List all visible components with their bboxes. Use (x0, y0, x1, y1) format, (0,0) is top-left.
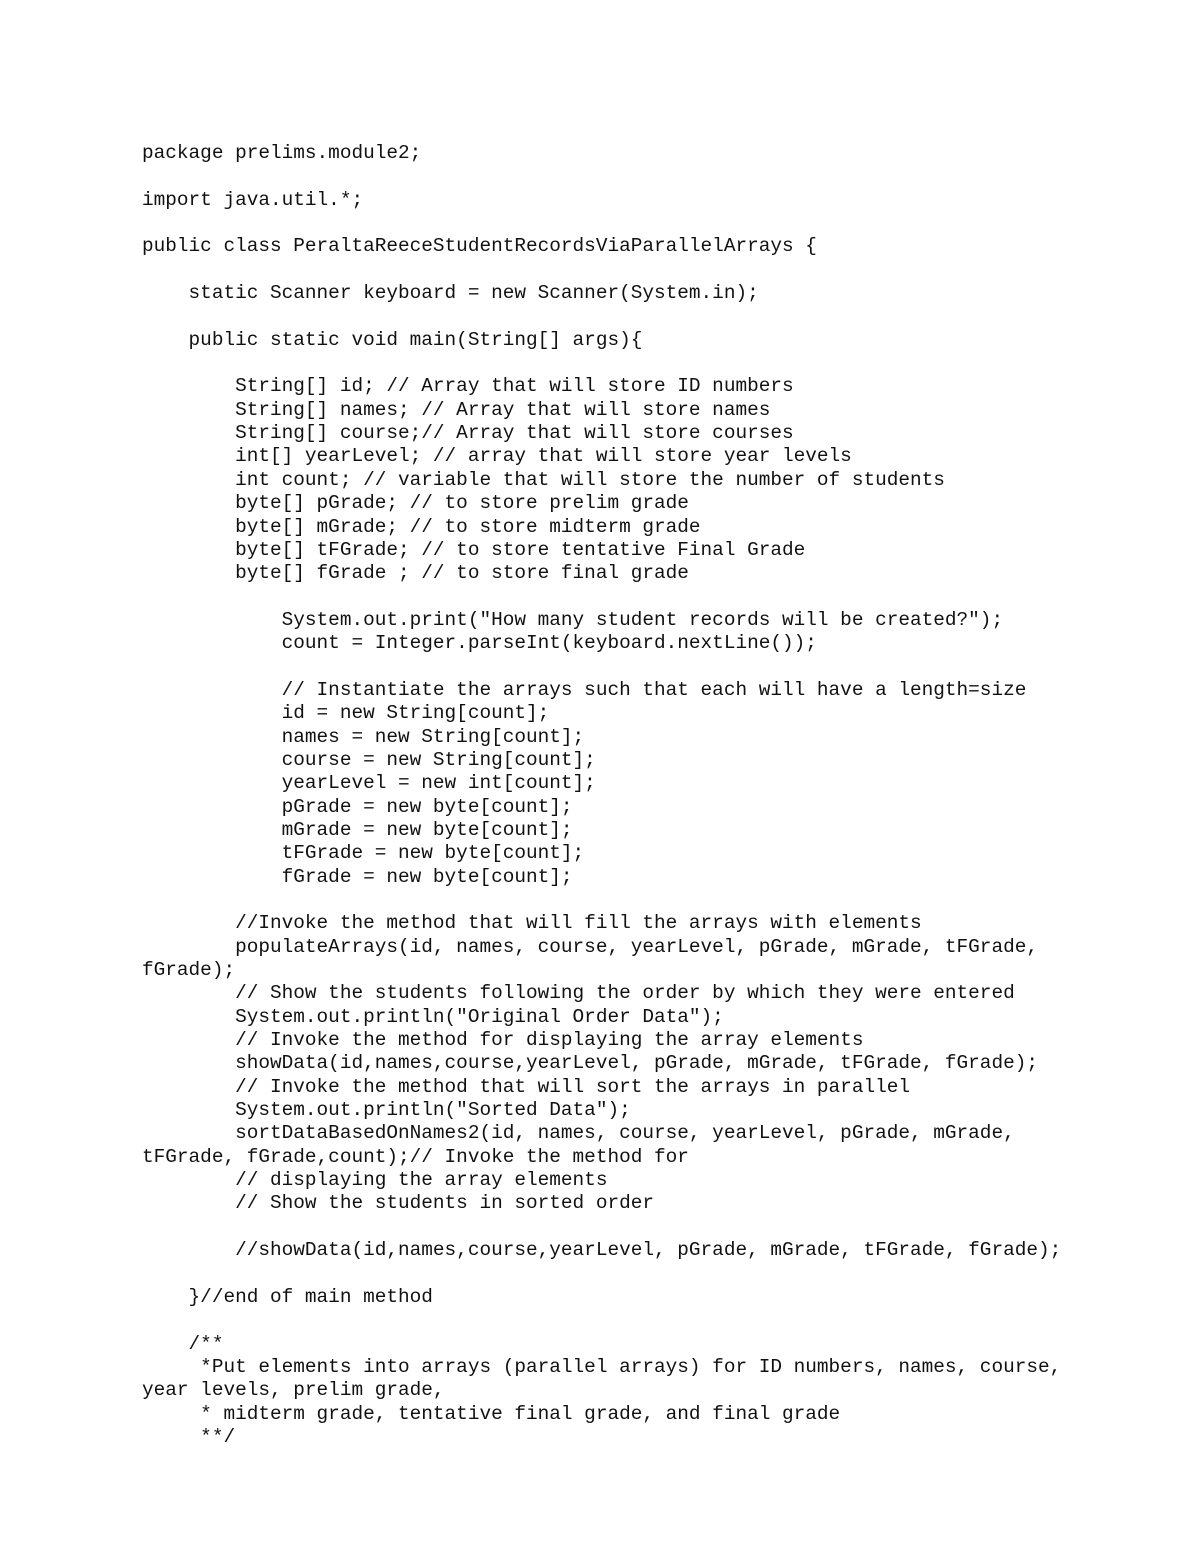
code-line: byte[] pGrade; // to store prelim grade (142, 492, 689, 515)
code-line: fGrade = new byte[count]; (142, 865, 573, 888)
code-line: int[] yearLevel; // array that will store year levels (142, 445, 852, 468)
code-line: public class PeraltaReeceStudentRecordsViaParallelArrays { (142, 235, 817, 258)
code-line: //showData(id,names,course,yearLevel, pGrade, mGrade, tFGrade, fGrade); (142, 1239, 1062, 1262)
code-line: // Invoke the method for displaying the array elements (142, 1029, 864, 1052)
blank-line (142, 305, 1061, 328)
code-line: yearLevel = new int[count]; (142, 772, 596, 795)
code-line: // Show the students following the order by which they were entered (142, 982, 1015, 1005)
code-line: int count; // variable that will store the number of students (142, 468, 945, 491)
code-line: // displaying the array elements (142, 1169, 608, 1192)
code-line: tFGrade = new byte[count]; (142, 842, 585, 865)
code-line: }//end of main method (142, 1285, 433, 1308)
code-line: // Show the students in sorted order (142, 1192, 654, 1215)
code-line: System.out.println("Sorted Data"); (142, 1099, 631, 1122)
code-line: String[] id; // Array that will store ID numbers (142, 375, 794, 398)
code-line: tFGrade, fGrade,count);// Invoke the method for (142, 1145, 689, 1168)
code-line: names = new String[count]; (142, 725, 585, 748)
code-line: import java.util.*; (142, 188, 364, 211)
code-line: showData(id,names,course,yearLevel, pGrade, mGrade, tFGrade, fGrade); (142, 1052, 1038, 1075)
code-line: id = new String[count]; (142, 702, 550, 725)
code-line: /** (142, 1332, 224, 1355)
code-line: sortDataBasedOnNames2(id, names, course, yearLevel, pGrade, mGrade, (142, 1122, 1015, 1145)
code-line: //Invoke the method that will fill the arrays with elements (142, 912, 922, 935)
code-line: populateArrays(id, names, course, yearLevel, pGrade, mGrade, tFGrade, (142, 935, 1038, 958)
blank-line (142, 165, 1061, 188)
blank-line (142, 1309, 1061, 1332)
code-line: count = Integer.parseInt(keyboard.nextLine()); (142, 632, 817, 655)
code-line: System.out.print("How many student records will be created?"); (142, 608, 1004, 631)
code-line: String[] course;// Array that will store courses (142, 422, 794, 445)
code-line: public static void main(String[] args){ (142, 328, 643, 351)
code-line: String[] names; // Array that will store names (142, 398, 771, 421)
code-listing (142, 142, 1061, 1449)
code-line: System.out.println("Original Order Data"); (142, 1005, 724, 1028)
code-line: year levels, prelim grade, (142, 1379, 445, 1402)
code-line: * midterm grade, tentative final grade, and final grade (142, 1402, 841, 1425)
blank-line (142, 586, 1061, 609)
code-line: byte[] fGrade ; // to store final grade (142, 562, 689, 585)
code-line: fGrade); (142, 959, 236, 982)
blank-line (142, 1263, 1061, 1286)
code-line: **/ (142, 1425, 236, 1448)
blank-line (142, 352, 1061, 375)
blank-line (142, 889, 1061, 912)
code-line: mGrade = new byte[count]; (142, 818, 573, 841)
code-line: // Invoke the method that will sort the arrays in parallel (142, 1075, 910, 1098)
code-line: // Instantiate the arrays such that each will have a length=size (142, 678, 1027, 701)
code-line: static Scanner keyboard = new Scanner(System.in); (142, 282, 759, 305)
code-line: byte[] tFGrade; // to store tentative Final Grade (142, 538, 806, 561)
blank-line (142, 212, 1061, 235)
code-line: course = new String[count]; (142, 748, 596, 771)
blank-line (142, 259, 1061, 282)
code-line: package prelims.module2; (142, 142, 422, 164)
code-line: *Put elements into arrays (parallel arrays) for ID numbers, names, course, (142, 1355, 1062, 1378)
blank-line (142, 1216, 1061, 1239)
blank-line (142, 656, 1061, 679)
code-line: pGrade = new byte[count]; (142, 795, 573, 818)
code-line: byte[] mGrade; // to store midterm grade (142, 515, 701, 538)
